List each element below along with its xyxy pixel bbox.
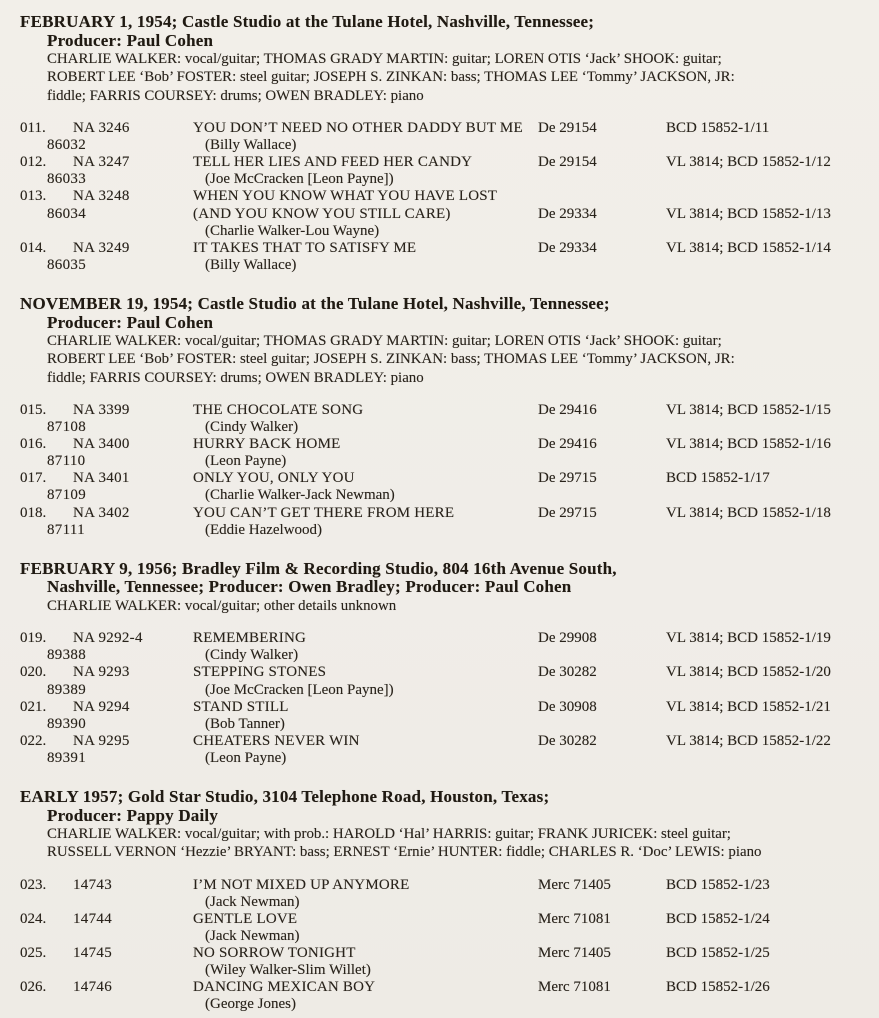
- release-number: De 29334: [538, 205, 597, 222]
- matrix-number: 14746: [73, 979, 112, 996]
- track-line: [20, 945, 873, 962]
- session-producer-line: Producer: Pappy Daily: [47, 805, 219, 825]
- track-line: [20, 436, 873, 453]
- track-line: [20, 402, 873, 419]
- writer-credit: (Cindy Walker): [205, 419, 299, 436]
- track-line: [20, 188, 873, 205]
- track-row: [20, 945, 873, 979]
- reissue-entry: VL 3814; BCD 15852-1/20: [666, 664, 831, 681]
- session-producer-line: Nashville, Tennessee; Producer: Owen Bradley; Producer: Paul Cohen: [47, 577, 572, 597]
- matrix-number: NA 3247: [73, 154, 130, 171]
- track-line: [20, 137, 873, 154]
- matrix-number-secondary: 87111: [47, 521, 85, 538]
- track-line: [20, 419, 873, 436]
- matrix-number: NA 9294: [73, 698, 130, 715]
- matrix-number: NA 3400: [73, 436, 130, 453]
- song-title: ONLY YOU, ONLY YOU: [193, 470, 355, 487]
- track-number: 026.: [20, 979, 47, 996]
- matrix-number: NA 3248: [73, 188, 130, 205]
- song-title: STEPPING STONES: [193, 664, 327, 681]
- track-row: [20, 664, 873, 698]
- writer-credit: (Leon Payne): [205, 453, 287, 470]
- song-title: REMEMBERING: [193, 630, 307, 647]
- writer-credit: (Jack Newman): [205, 893, 300, 910]
- matrix-number: 14745: [73, 945, 112, 962]
- personnel-line: ROBERT LEE ‘Bob’ FOSTER: steel guitar; JOSEPH S. ZINKAN: bass; THOMAS LEE ‘Tommy’ JACKSON, JR:: [47, 351, 735, 368]
- release-number: Merc 71405: [538, 945, 611, 962]
- song-title: HURRY BACK HOME: [193, 436, 341, 453]
- track-number: 023.: [20, 876, 47, 893]
- matrix-number: NA 3402: [73, 504, 130, 521]
- track-number: 024.: [20, 910, 47, 927]
- track-line: [20, 240, 873, 257]
- matrix-number-secondary: 87110: [47, 453, 86, 470]
- release-number: De 29715: [538, 470, 597, 487]
- track-line: [20, 664, 873, 681]
- personnel-line: CHARLIE WALKER: vocal/guitar; THOMAS GRADY MARTIN: guitar; LOREN OTIS ‘Jack’ SHOOK: guitar;: [47, 51, 722, 68]
- track-row: [20, 630, 873, 664]
- release-number: De 29715: [538, 504, 597, 521]
- track-line: [20, 206, 873, 223]
- personnel-line: ROBERT LEE ‘Bob’ FOSTER: steel guitar; JOSEPH S. ZINKAN: bass; THOMAS LEE ‘Tommy’ JACKSON, JR:: [47, 69, 735, 86]
- reissue-entry: VL 3814; BCD 15852-1/16: [666, 436, 831, 453]
- writer-credit: (Eddie Hazelwood): [205, 521, 323, 538]
- matrix-number: NA 3399: [73, 402, 130, 418]
- writer-credit: (Joe McCracken [Leon Payne]): [205, 681, 394, 698]
- track-line: [20, 962, 873, 979]
- track-line: [20, 647, 873, 664]
- track-number: 013.: [20, 188, 47, 205]
- track-line: [20, 453, 873, 470]
- reissue-entry: BCD 15852-1/23: [666, 876, 770, 893]
- track-row: [20, 240, 873, 274]
- matrix-number-secondary: 89390: [47, 715, 86, 732]
- release-number: De 29154: [538, 120, 597, 137]
- reissue-entry: VL 3814; BCD 15852-1/15: [666, 402, 831, 418]
- release-number: De 30282: [538, 732, 597, 749]
- matrix-number-secondary: 86033: [47, 171, 86, 188]
- reissue-entry: VL 3814; BCD 15852-1/13: [666, 205, 831, 222]
- personnel-line: RUSSELL VERNON ‘Hezzie’ BRYANT: bass; ERNEST ‘Ernie’ HUNTER: fiddle; CHARLES R. ‘Doc’ LEWIS: piano: [47, 844, 762, 861]
- reissue-entry: VL 3814; BCD 15852-1/12: [666, 154, 831, 171]
- session-header: [20, 788, 873, 862]
- song-title: GENTLE LOVE: [193, 910, 298, 927]
- session-section: [20, 295, 873, 539]
- track-table: [20, 877, 873, 1014]
- song-title: YOU CAN’T GET THERE FROM HERE: [193, 504, 455, 521]
- song-title: NO SORROW TONIGHT: [193, 945, 356, 962]
- song-title: WHEN YOU KNOW WHAT YOU HAVE LOST: [193, 188, 498, 205]
- session-section: [20, 560, 873, 767]
- matrix-number: 14744: [73, 910, 112, 927]
- matrix-number: NA 3401: [73, 470, 130, 487]
- track-row: [20, 733, 873, 767]
- matrix-number: NA 9295: [73, 732, 130, 749]
- track-line: [20, 750, 873, 767]
- reissue-entry: VL 3814; BCD 15852-1/21: [666, 698, 831, 715]
- release-number: De 30908: [538, 698, 597, 715]
- track-number: 020.: [20, 664, 47, 681]
- matrix-number-secondary: 89388: [47, 647, 86, 664]
- song-title: THE CHOCOLATE SONG: [193, 402, 364, 418]
- release-number: Merc 71081: [538, 910, 611, 927]
- reissue-entry: BCD 15852-1/24: [666, 910, 770, 927]
- release-number: De 29154: [538, 154, 597, 171]
- track-line: [20, 257, 873, 274]
- release-number: Merc 71405: [538, 876, 611, 893]
- matrix-number-secondary: 86035: [47, 256, 86, 273]
- track-table: [20, 402, 873, 539]
- track-row: [20, 911, 873, 945]
- track-line: [20, 911, 873, 928]
- track-row: [20, 436, 873, 470]
- release-number: De 30282: [538, 664, 597, 681]
- track-row: [20, 188, 873, 239]
- track-number: 015.: [20, 402, 47, 418]
- track-line: [20, 716, 873, 733]
- track-line: [20, 894, 873, 911]
- track-line: [20, 171, 873, 188]
- track-line: [20, 979, 873, 996]
- track-number: 025.: [20, 945, 47, 962]
- release-number: De 29416: [538, 436, 597, 453]
- matrix-number-secondary: 89389: [47, 681, 86, 698]
- matrix-number: NA 3246: [73, 120, 130, 137]
- matrix-number-secondary: 89391: [47, 749, 86, 766]
- release-number: Merc 71081: [538, 979, 611, 996]
- release-number: De 29416: [538, 402, 597, 418]
- song-title-continuation: (AND YOU KNOW YOU STILL CARE): [193, 205, 451, 222]
- track-line: [20, 505, 873, 522]
- track-row: [20, 699, 873, 733]
- matrix-number: NA 9292-4: [73, 630, 143, 647]
- track-line: [20, 733, 873, 750]
- personnel-line: CHARLIE WALKER: vocal/guitar; other details unknown: [47, 597, 397, 614]
- personnel-line: fiddle; FARRIS COURSEY: drums; OWEN BRADLEY: piano: [47, 369, 424, 386]
- matrix-number-secondary: 87109: [47, 487, 86, 504]
- song-title: IT TAKES THAT TO SATISFY ME: [193, 239, 417, 256]
- writer-credit: (Jack Newman): [205, 928, 300, 945]
- track-number: 011.: [20, 120, 46, 137]
- track-line: [20, 223, 873, 240]
- track-line: [20, 928, 873, 945]
- session-date-location: EARLY 1957; Gold Star Studio, 3104 Telephone Road, Houston, Texas;: [20, 786, 550, 806]
- personnel-line: CHARLIE WALKER: vocal/guitar; THOMAS GRADY MARTIN: guitar; LOREN OTIS ‘Jack’ SHOOK: guitar;: [47, 333, 722, 350]
- writer-credit: (Billy Wallace): [205, 137, 297, 154]
- track-table: [20, 120, 873, 274]
- session-section: [20, 788, 873, 1014]
- matrix-number-secondary: 87108: [47, 419, 86, 436]
- track-number: 021.: [20, 698, 47, 715]
- reissue-entry: VL 3814; BCD 15852-1/18: [666, 504, 831, 521]
- track-row: [20, 120, 873, 154]
- writer-credit: (Charlie Walker-Lou Wayne): [205, 222, 380, 239]
- session-producer-line: Producer: Paul Cohen: [47, 312, 214, 332]
- track-line: [20, 487, 873, 504]
- matrix-number: NA 3249: [73, 239, 130, 256]
- reissue-entry: BCD 15852-1/25: [666, 945, 770, 962]
- release-number: De 29334: [538, 239, 597, 256]
- session-date-location: FEBRUARY 9, 1956; Bradley Film & Recording Studio, 804 16th Avenue South,: [20, 558, 617, 578]
- personnel-line: fiddle; FARRIS COURSEY: drums; OWEN BRADLEY: piano: [47, 87, 424, 104]
- writer-credit: (Leon Payne): [205, 749, 287, 766]
- session-producer-line: Producer: Paul Cohen: [47, 30, 214, 50]
- track-line: [20, 120, 873, 137]
- session-section: [20, 13, 873, 274]
- writer-credit: (Bob Tanner): [205, 715, 285, 732]
- reissue-entry: BCD 15852-1/11: [666, 120, 770, 137]
- session-date-location: FEBRUARY 1, 1954; Castle Studio at the Tulane Hotel, Nashville, Tennessee;: [20, 12, 595, 31]
- track-line: [20, 877, 873, 894]
- reissue-entry: VL 3814; BCD 15852-1/14: [666, 239, 831, 256]
- writer-credit: (Joe McCracken [Leon Payne]): [205, 171, 394, 188]
- song-title: DANCING MEXICAN BOY: [193, 979, 376, 996]
- track-line: [20, 522, 873, 539]
- session-header: [20, 560, 873, 615]
- writer-credit: (Cindy Walker): [205, 647, 299, 664]
- personnel-line: CHARLIE WALKER: vocal/guitar; with prob.: HAROLD ‘Hal’ HARRIS: guitar; FRANK JURICEK: steel guitar;: [47, 826, 731, 843]
- track-row: [20, 505, 873, 539]
- matrix-number: NA 9293: [73, 664, 130, 681]
- track-row: [20, 470, 873, 504]
- writer-credit: (Billy Wallace): [205, 256, 297, 273]
- track-row: [20, 877, 873, 911]
- session-header: [20, 295, 873, 387]
- sessions-list: [20, 13, 873, 1014]
- release-number: De 29908: [538, 630, 597, 647]
- track-number: 012.: [20, 154, 47, 171]
- reissue-entry: BCD 15852-1/17: [666, 470, 770, 487]
- track-row: [20, 402, 873, 436]
- track-line: [20, 470, 873, 487]
- song-title: CHEATERS NEVER WIN: [193, 732, 360, 749]
- song-title: TELL HER LIES AND FEED HER CANDY: [193, 154, 473, 171]
- track-number: 016.: [20, 436, 47, 453]
- song-title: I’M NOT MIXED UP ANYMORE: [193, 876, 410, 893]
- track-number: 017.: [20, 470, 47, 487]
- reissue-entry: VL 3814; BCD 15852-1/22: [666, 732, 831, 749]
- track-row: [20, 979, 873, 1013]
- matrix-number-secondary: 86032: [47, 137, 86, 154]
- reissue-entry: BCD 15852-1/26: [666, 979, 770, 996]
- writer-credit: (Charlie Walker-Jack Newman): [205, 487, 395, 504]
- track-line: [20, 630, 873, 647]
- track-line: [20, 682, 873, 699]
- track-table: [20, 630, 873, 767]
- reissue-entry: VL 3814; BCD 15852-1/19: [666, 630, 831, 647]
- matrix-number-secondary: 86034: [47, 205, 86, 222]
- track-line: [20, 996, 873, 1013]
- track-number: 019.: [20, 630, 47, 647]
- track-number: 018.: [20, 504, 47, 521]
- song-title: YOU DON’T NEED NO OTHER DADDY BUT ME: [193, 120, 523, 137]
- song-title: STAND STILL: [193, 698, 289, 715]
- writer-credit: (Wiley Walker-Slim Willet): [205, 962, 371, 979]
- session-header: [20, 13, 873, 105]
- matrix-number: 14743: [73, 876, 112, 893]
- session-date-location: NOVEMBER 19, 1954; Castle Studio at the Tulane Hotel, Nashville, Tennessee;: [20, 293, 610, 313]
- track-number: 022.: [20, 732, 47, 749]
- track-number: 014.: [20, 239, 47, 256]
- track-row: [20, 154, 873, 188]
- track-line: [20, 154, 873, 171]
- track-line: [20, 699, 873, 716]
- writer-credit: (George Jones): [205, 996, 296, 1013]
